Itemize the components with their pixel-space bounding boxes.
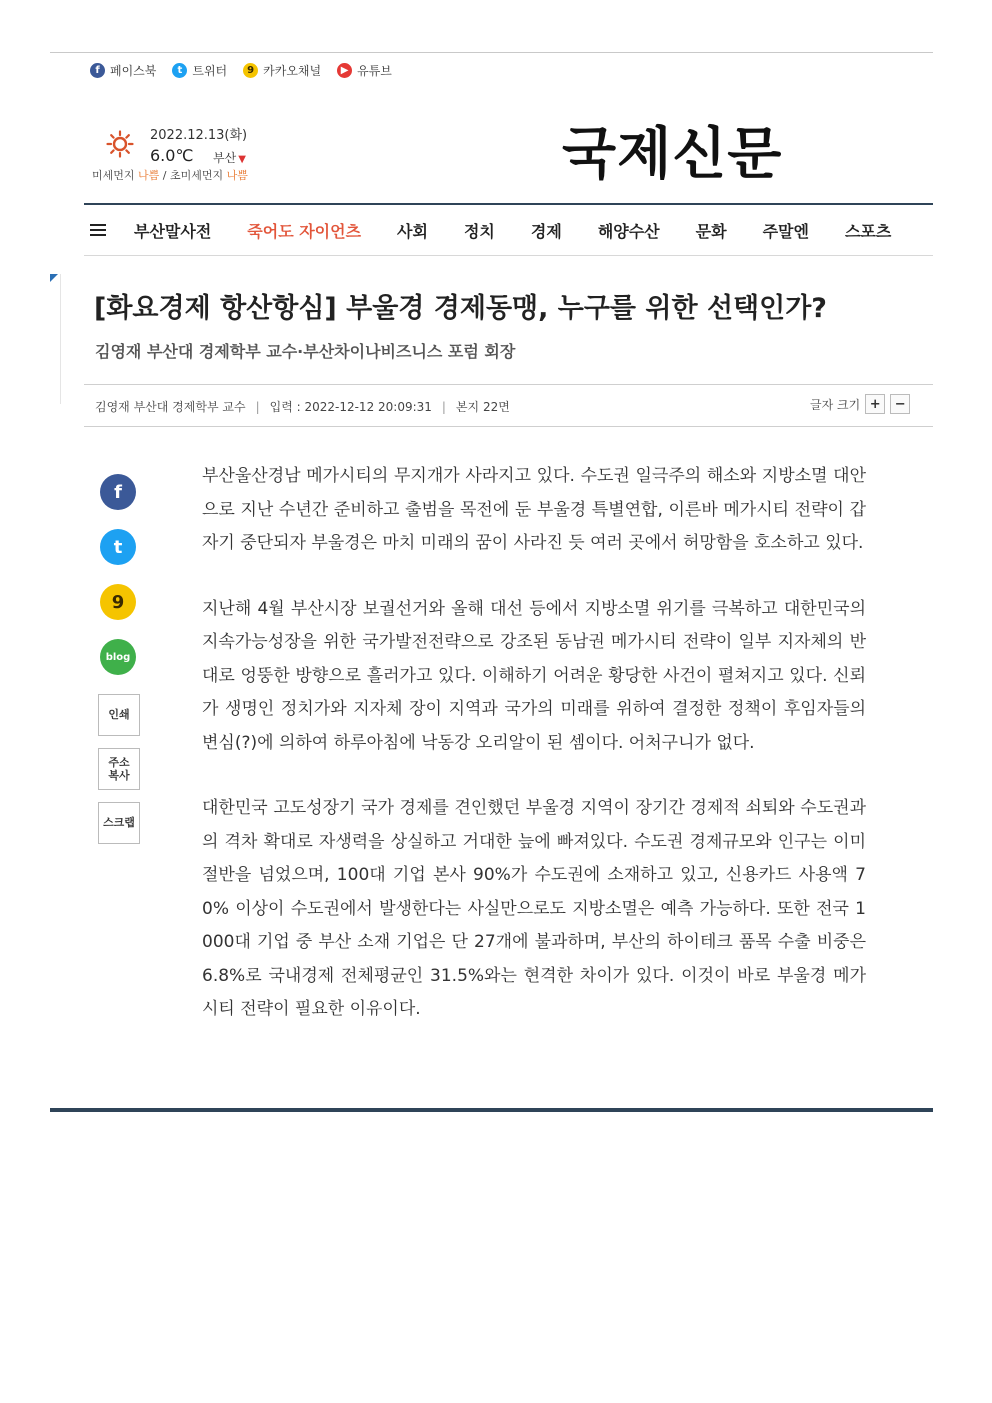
font-increase-button[interactable]: + — [865, 394, 885, 414]
weather-city-select[interactable] — [213, 149, 246, 166]
article-paragraph: 대한민국 고도성장기 국가 경제를 견인했던 부울경 지역이 장기간 경제적 쇠퇴와 수도권과의 격차 확대로 자생력을 상실하고 거대한 늪에 빠져있다. 수도권 경제규모와 인구는 이미 절반을 넘었으며, 100대 기업 본사 90%가 수도권에 소재하고 있고, 신용카드 사용액 70% 이상이 수도권에서 발생한다는 사실만으로도 지방소멸은 예측 가능하다. 또한 전국 1000대 기업 중 부산 소재 기업은 단 27개에 불과하며, 부산의 하이테크 품목 수출 비중은 6.8%로 국내경제 전체평균인 31.5%와는 현격한 차이가 있다. 이것이 바로 부울경 메가시티 전략이 필요한 이유이다. — [202, 798, 866, 1019]
copy-url-label-2: 복사 — [108, 769, 130, 782]
youtube-link[interactable] — [337, 62, 392, 79]
twitter-icon: t — [172, 63, 187, 78]
author: 김영재 부산대 경제학부 교수 — [95, 400, 246, 414]
kakao-channel-icon: 9 — [243, 63, 258, 78]
social-links — [90, 62, 392, 79]
share-kakao-icon[interactable]: 9 — [100, 584, 136, 620]
meta-top-border — [84, 384, 933, 385]
article-subtitle: 김영재 부산대 경제학부 교수·부산차이나비즈니스 포럼 회장 — [95, 342, 516, 361]
side-line — [60, 274, 61, 404]
site-logo[interactable]: 국제신문 — [562, 122, 783, 187]
share-facebook-icon[interactable]: f — [100, 474, 136, 510]
kakao-channel-label: 카카오채널 — [263, 64, 322, 78]
article-paragraph: 부산울산경남 메가시티의 무지개가 사라지고 있다. 수도권 일극주의 해소와 지방소멸 대안으로 지난 수년간 준비하고 출범을 목전에 둔 부울경 특별연합, 이른바 메가시티 전략이 갑자기 중단되자 부울경은 마치 미래의 꿈이 사라진 듯 여러 곳에서 허망함을 호소하고 있다. — [202, 466, 866, 553]
print-page: 본지 22면 — [455, 400, 510, 414]
nav-item-busan-dictionary[interactable]: 부산말사전 — [134, 221, 212, 241]
article-paragraph: 지난해 4월 부산시장 보궐선거와 올해 대선 등에서 지방소멸 위기를 극복하고 대한민국의 지속가능성장을 위한 국가발전전략으로 강조된 동남권 메가시티 전략이 일부 지자체의 반대로 엉뚱한 방향으로 흘러가고 있다. 이해하기 어려운 황당한 사건이 펼쳐지고 있다. 신뢰가 생명인 정치가와 지자체 장이 지역과 국가의 미래를 위하여 결정한 정책이 후임자들의 변심(?)에 의하여 하루아침에 낙동강 오리알이 된 셈이다. 어처구니가 없다. — [202, 598, 866, 753]
youtube-icon: ▶ — [337, 63, 352, 78]
dust-separator: / — [159, 169, 170, 182]
twitter-label: 트위터 — [192, 64, 228, 78]
dust-label: 미세먼지 — [92, 169, 135, 182]
nav-item-politics[interactable]: 정치 — [463, 221, 495, 241]
weather-widget — [92, 124, 292, 184]
article-meta: 김영재 부산대 경제학부 교수 | 입력 : 2022-12-12 20:09:31 | 본지 22면 — [95, 400, 510, 414]
nav-top-border — [84, 203, 933, 205]
main-nav — [84, 206, 933, 254]
article-body — [202, 460, 866, 1059]
twitter-link[interactable] — [172, 62, 227, 79]
nav-item-giants[interactable]: 죽어도 자이언츠 — [247, 221, 362, 241]
nav-item-ocean-fisheries[interactable]: 해양수산 — [597, 221, 660, 241]
scrap-button[interactable]: 스크랩 — [98, 802, 140, 844]
fine-dust-label: 초미세먼지 — [169, 169, 224, 182]
meta-bottom-border — [84, 426, 933, 427]
page-frame — [50, 52, 933, 1114]
facebook-icon: f — [90, 63, 105, 78]
print-button[interactable]: 인쇄 — [98, 694, 140, 736]
kakao-channel-link[interactable] — [243, 62, 321, 79]
nav-item-society[interactable]: 사회 — [397, 221, 428, 241]
font-size-label: 글자 크기 — [810, 397, 861, 412]
nav-item-culture[interactable]: 문화 — [695, 221, 727, 241]
weather-city: 부산 — [213, 151, 237, 165]
copy-url-label-1: 주소 — [108, 755, 130, 769]
font-decrease-button[interactable]: − — [890, 394, 910, 414]
dust-value: 나쁨 — [138, 169, 160, 182]
nav-bottom-border — [84, 255, 933, 256]
copy-url-button[interactable] — [98, 748, 140, 790]
font-size-control — [810, 394, 910, 414]
share-toolbar — [100, 474, 140, 856]
weather-date: 2022.12.13(화) — [150, 128, 248, 143]
weather-temperature: 6.0℃ — [150, 146, 194, 165]
top-divider — [50, 52, 933, 53]
sun-icon — [106, 130, 134, 158]
corner-marker — [50, 274, 58, 282]
input-time: 입력 : 2022-12-12 20:09:31 — [269, 400, 432, 414]
chevron-down-icon: ▼ — [238, 154, 246, 165]
facebook-label: 페이스북 — [110, 64, 157, 78]
air-quality — [92, 167, 248, 183]
share-blog-icon[interactable]: blog — [100, 639, 136, 675]
facebook-link[interactable] — [90, 62, 156, 79]
bottom-divider — [50, 1108, 933, 1112]
nav-item-economy[interactable]: 경제 — [530, 221, 562, 241]
share-twitter-icon[interactable]: t — [100, 529, 136, 565]
hamburger-menu-icon[interactable] — [90, 224, 106, 236]
article-title: [화요경제 항산항심] 부울경 경제동맹, 누구를 위한 선택인가? — [94, 293, 827, 324]
youtube-label: 유튜브 — [357, 64, 392, 78]
nav-item-sports[interactable]: 스포츠 — [844, 221, 892, 241]
nav-item-weekend[interactable]: 주말엔 — [762, 221, 809, 241]
fine-dust-value: 나쁨 — [226, 169, 248, 182]
